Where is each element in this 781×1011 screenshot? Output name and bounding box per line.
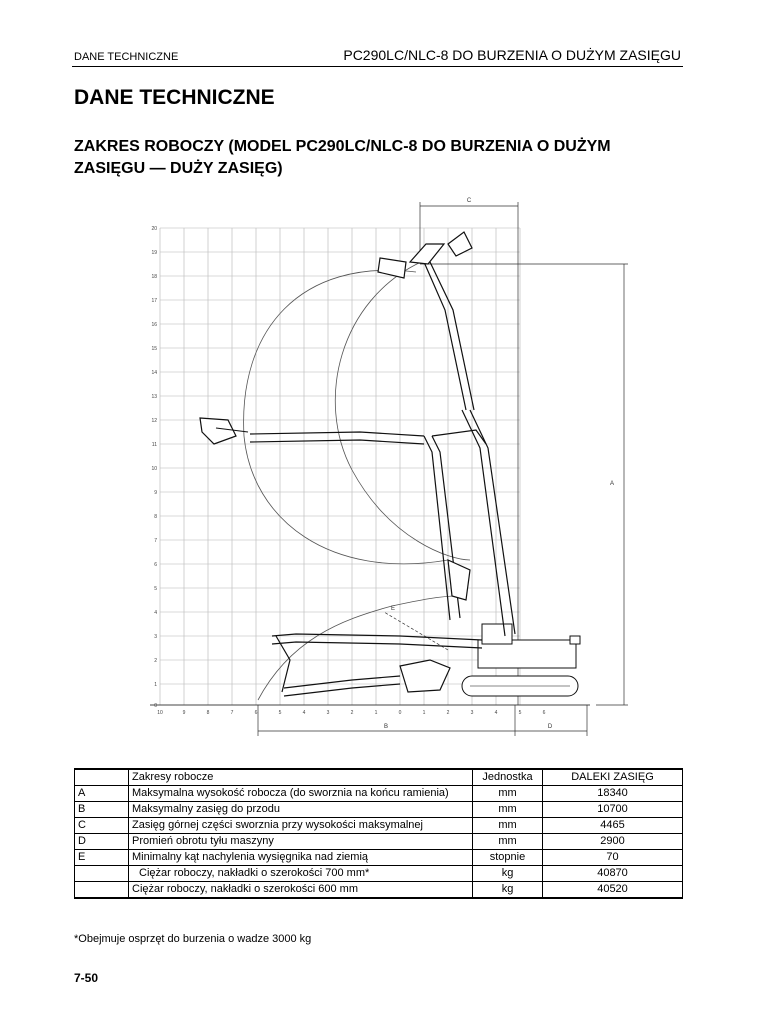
- y-tick: 11: [151, 442, 157, 448]
- table-row: [75, 882, 683, 899]
- x-tick: 0: [398, 710, 402, 716]
- dimension-label-c: C: [466, 198, 472, 204]
- x-tick: 5: [518, 710, 522, 716]
- page-number: 7-50: [74, 971, 99, 985]
- dimension-label-e: E: [390, 606, 396, 612]
- row-value: 40870: [543, 866, 683, 882]
- table-header-cell: Zakresy robocze: [129, 769, 473, 786]
- y-tick: 16: [151, 322, 157, 328]
- table-header-row: [75, 769, 683, 786]
- row-value: 40520: [543, 882, 683, 899]
- y-tick: 5: [154, 586, 157, 592]
- x-tick: 10: [157, 710, 163, 716]
- table-header-cell: Jednostka: [473, 769, 543, 786]
- row-description: Maksymalny zasięg do przodu: [129, 802, 473, 818]
- x-tick: 6: [254, 710, 258, 716]
- x-tick: 5: [278, 710, 282, 716]
- row-code: E: [75, 850, 129, 866]
- row-description: Promień obrotu tyłu maszyny: [129, 834, 473, 850]
- y-tick: 13: [151, 394, 157, 400]
- y-tick: 9: [154, 490, 157, 496]
- y-tick: 2: [154, 658, 157, 664]
- x-tick: 3: [470, 710, 474, 716]
- specs-table: [74, 768, 683, 899]
- page-header-left: DANE TECHNICZNE: [74, 51, 179, 63]
- y-tick: 6: [154, 562, 157, 568]
- x-axis-ticks: [157, 710, 545, 716]
- row-description: Ciężar roboczy, nakładki o szerokości 600 mm: [129, 882, 473, 899]
- row-unit: kg: [473, 882, 543, 899]
- row-value: 70: [543, 850, 683, 866]
- row-description: Minimalny kąt nachylenia wysięgnika nad ziemią: [129, 850, 473, 866]
- x-tick: 7: [230, 710, 234, 716]
- row-value: 18340: [543, 786, 683, 802]
- y-tick: 20: [151, 226, 157, 232]
- y-tick: 15: [151, 346, 157, 352]
- row-unit: mm: [473, 834, 543, 850]
- row-description: Zasięg górnej części sworznia przy wysokości maksymalnej: [129, 818, 473, 834]
- x-tick: 3: [326, 710, 330, 716]
- x-tick: 8: [206, 710, 210, 716]
- row-value: 10700: [543, 802, 683, 818]
- grid: [160, 228, 520, 705]
- row-unit: mm: [473, 818, 543, 834]
- dimension-label-b: B: [383, 724, 389, 730]
- row-code: B: [75, 802, 129, 818]
- y-tick: 3: [154, 634, 157, 640]
- y-tick: 8: [154, 514, 157, 520]
- dimension-label-d: D: [547, 724, 553, 730]
- row-unit: mm: [473, 786, 543, 802]
- table-row: [75, 850, 683, 866]
- table-header-cell: [75, 769, 129, 786]
- y-tick: 12: [151, 418, 157, 424]
- row-description: Ciężar roboczy, nakładki o szerokości 700 mm*: [129, 866, 473, 882]
- row-unit: kg: [473, 866, 543, 882]
- x-tick: 2: [350, 710, 354, 716]
- table-row: [75, 834, 683, 850]
- x-tick: 9: [182, 710, 186, 716]
- table-row: [75, 802, 683, 818]
- dimension-label-a: A: [609, 481, 615, 487]
- row-value: 2900: [543, 834, 683, 850]
- y-tick: 14: [151, 370, 157, 376]
- y-tick: 10: [151, 466, 157, 472]
- y-tick: 0: [154, 703, 157, 709]
- row-value: 4465: [543, 818, 683, 834]
- row-code: [75, 866, 129, 882]
- footnote: *Obejmuje osprzęt do burzenia o wadze 3000 kg: [74, 933, 312, 945]
- row-code: D: [75, 834, 129, 850]
- page-title: DANE TECHNICZNE: [74, 86, 275, 109]
- y-tick: 1: [154, 682, 157, 688]
- table-row: [75, 786, 683, 802]
- y-tick: 18: [151, 274, 157, 280]
- excavator-base: [462, 624, 580, 696]
- row-unit: stopnie: [473, 850, 543, 866]
- row-code: A: [75, 786, 129, 802]
- page-header-right: PC290LC/NLC-8 DO BURZENIA O DUŻYM ZASIĘGU: [343, 47, 681, 63]
- table-row: [75, 818, 683, 834]
- y-axis-ticks: [151, 226, 157, 709]
- boom-ground-reach: [272, 634, 482, 696]
- table-header-cell: DALEKI ZASIĘG: [543, 769, 683, 786]
- header-rule: [72, 66, 683, 67]
- y-tick: 7: [154, 538, 157, 544]
- row-unit: mm: [473, 802, 543, 818]
- x-tick: 4: [302, 710, 306, 716]
- row-code: C: [75, 818, 129, 834]
- working-range-drawing: [140, 192, 640, 742]
- x-tick: 4: [494, 710, 498, 716]
- reach-envelope: [244, 262, 470, 700]
- x-tick: 2: [446, 710, 450, 716]
- y-tick: 19: [151, 250, 157, 256]
- row-code: [75, 882, 129, 899]
- row-description: Maksymalna wysokość robocza (do sworznia na końcu ramienia): [129, 786, 473, 802]
- y-tick: 4: [154, 610, 157, 616]
- section-subtitle: ZAKRES ROBOCZY (MODEL PC290LC/NLC-8 DO BURZENIA O DUŻYM ZASIĘGU — DUŻY ZASIĘG): [74, 138, 611, 177]
- y-tick: 17: [151, 298, 157, 304]
- table-row: [75, 866, 683, 882]
- x-tick: 1: [374, 710, 378, 716]
- x-tick: 1: [422, 710, 426, 716]
- x-tick: 6: [542, 710, 546, 716]
